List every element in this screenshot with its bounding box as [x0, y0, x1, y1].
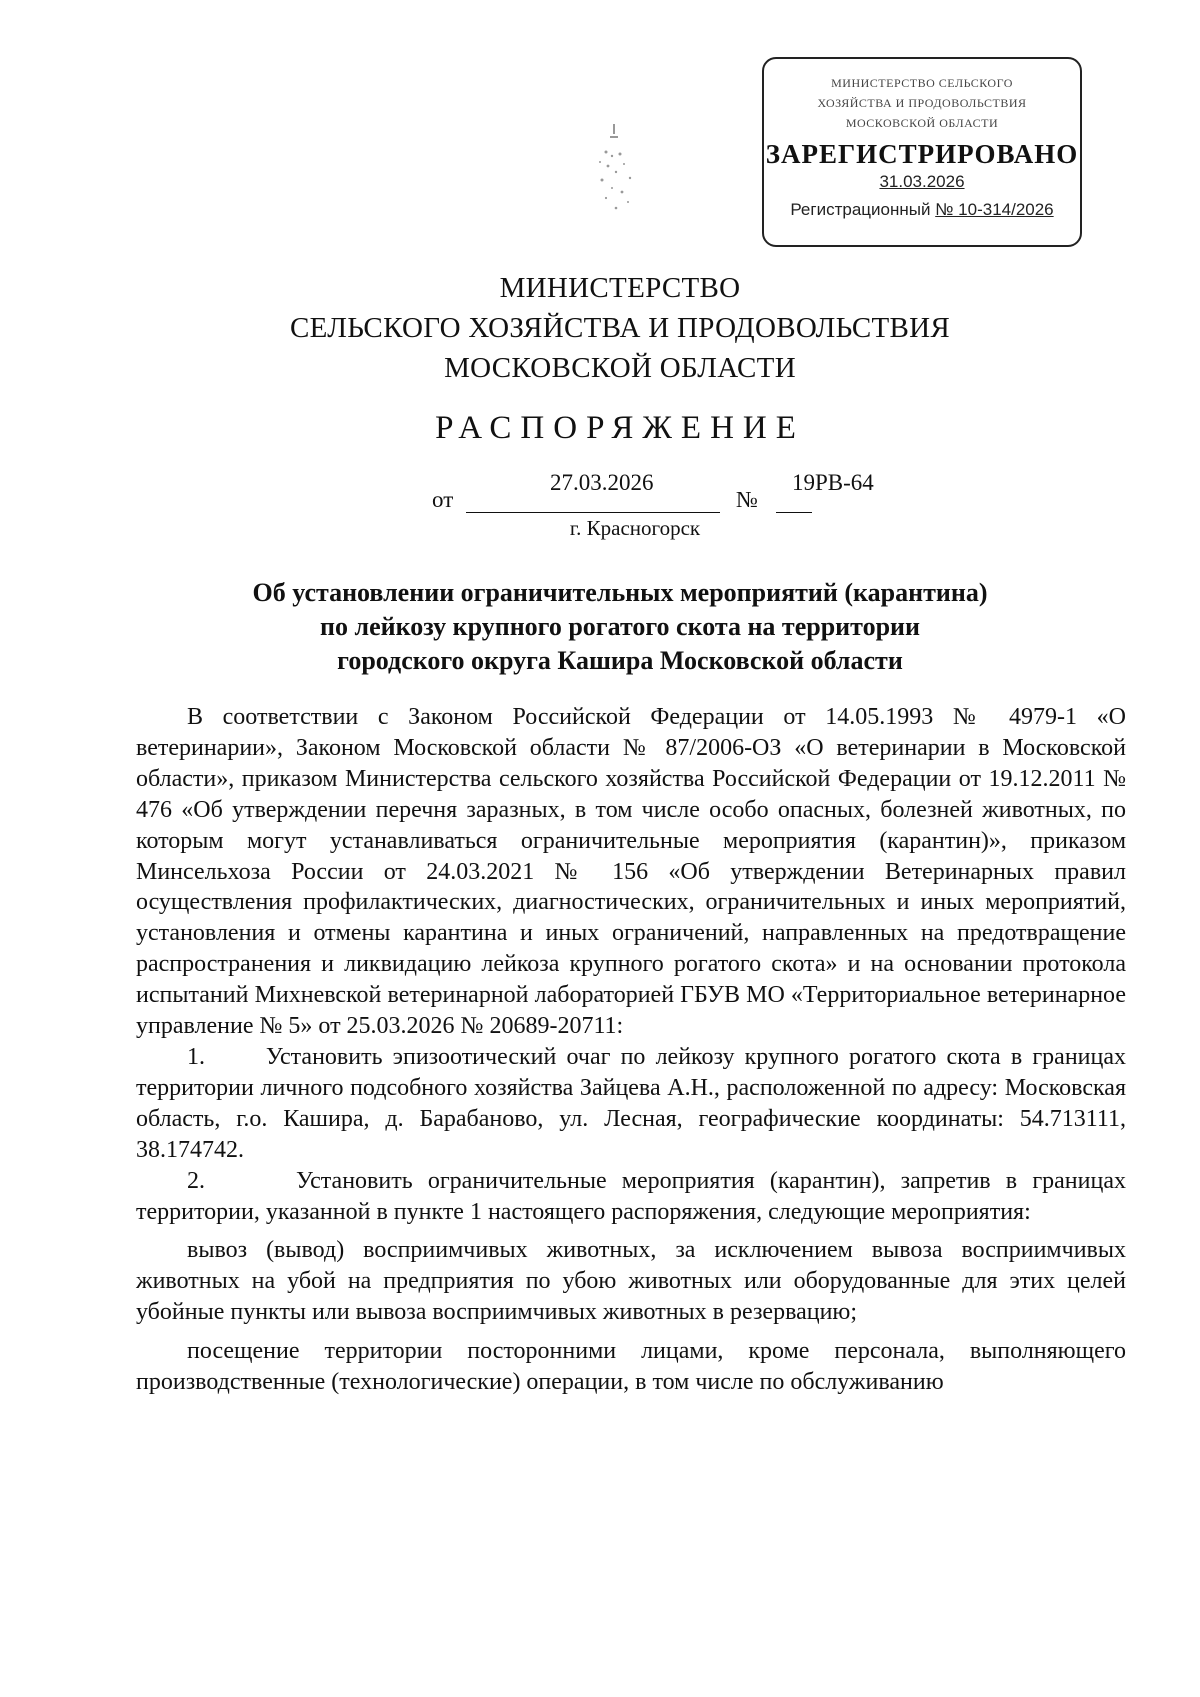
registration-stamp: [762, 57, 1082, 247]
order-date-number: [432, 470, 912, 510]
stamp-org-line-3: МОСКОВСКОЙ ОБЛАСТИ: [845, 116, 999, 130]
sub-item-1: вывоз (вывод) восприимчивых животных, за исключением вывоза восприимчивых животных на убой на предприятия по убою животных или оборудованные для этих целей убойные пункты или вывоза восприимчивых животных в резервацию;: [136, 1237, 1126, 1326]
item-2-text: Установить ограничительные мероприятия (карантин), запретив в границах территории, указанной в пункте 1 настоящего распоряжения, следующие мероприятия:: [136, 1167, 1126, 1225]
order-city: г. Красногорск: [569, 516, 701, 540]
document-title: [0, 576, 1200, 678]
order-date: 27.03.2026: [550, 470, 654, 495]
item-1-number: 1.: [187, 1043, 205, 1070]
item-2-number: 2.: [187, 1167, 205, 1194]
document-type: РАСПОРЯЖЕНИЕ: [435, 410, 805, 446]
date-underline: [466, 512, 720, 513]
stamp-status: ЗАРЕГИСТРИРОВАНО: [765, 139, 1079, 169]
ministry-header: [0, 268, 1200, 388]
ministry-line-2: СЕЛЬСКОГО ХОЗЯЙСТВА И ПРОДОВОЛЬСТВИЯ: [289, 312, 951, 344]
order-number: 19РВ-64: [792, 470, 874, 495]
stamp-org-line-2: ХОЗЯЙСТВА И ПРОДОВОЛЬСТВИЯ: [817, 96, 1027, 110]
number-label: №: [736, 487, 758, 512]
stamp-reg-label: Регистрационный: [790, 200, 931, 219]
stamp-reg-number: [764, 200, 1080, 220]
item-1-text: Установить эпизоотический очаг по лейкозу крупного рогатого скота в границах территории личного подсобного хозяйства Зайцева А.Н., расположенной по адресу: Московская область, г.о. Кашира, д. Барабаново, ул. Лесная, географические координаты: 54.713111, 38.174742.: [136, 1043, 1126, 1163]
stamp-date: 31.03.2026: [879, 172, 965, 191]
sub-item-2: посещение территории посторонними лицами, кроме персонала, выполняющего производственные (технологические) операции, в том числе по обслуживанию: [136, 1338, 1126, 1396]
item-2: [136, 1166, 1126, 1228]
title-line-2: по лейкозу крупного рогатого скота на территории: [320, 612, 920, 641]
date-from-label: от: [432, 487, 454, 512]
document-body: [136, 702, 1126, 1398]
stamp-org-line-1: МИНИСТЕРСТВО СЕЛЬСКОГО: [831, 76, 1013, 90]
number-underline: [776, 512, 812, 513]
stamp-reg-value: № 10-314/2026: [935, 200, 1054, 219]
title-line-3: городского округа Кашира Московской области: [337, 646, 903, 675]
title-line-1: Об установлении ограничительных мероприятий (карантина): [252, 578, 988, 607]
item-1: [136, 1042, 1126, 1166]
ministry-line-1: МИНИСТЕРСТВО: [499, 272, 741, 304]
ministry-line-3: МОСКОВСКОЙ ОБЛАСТИ: [444, 352, 796, 384]
coat-of-arms-icon: [586, 122, 646, 222]
preamble-paragraph: В соответствии с Законом Российской Федерации от 14.05.1993 № 4979-1 «О ветеринарии», Законом Московской области № 87/2006-ОЗ «О ветеринарии в Московской области», приказом Министерства сельского хозяйства Российской Федерации от 19.12.2011 № 476 «Об утверждении перечня заразных, в том числе особо опасных, болезней животных, по которым могут устанавливаться ограничительные мероприятия (карантин)», приказом Минсельхоза России от 24.03.2021 № 156 «Об утверждении Ветеринарных правил осуществления профилактических, диагностических, ограничительных и иных мероприятий, установления и отмены карантина и иных ограничений, направленных на предотвращение распространения и ликвидацию лейкоза крупного рогатого скота» и на основании протокола испытаний Михневской ветеринарной лабораторией ГБУВ МО «Территориальное ветеринарное управление № 5» от 25.03.2026 № 20689-20711:: [136, 704, 1126, 1040]
